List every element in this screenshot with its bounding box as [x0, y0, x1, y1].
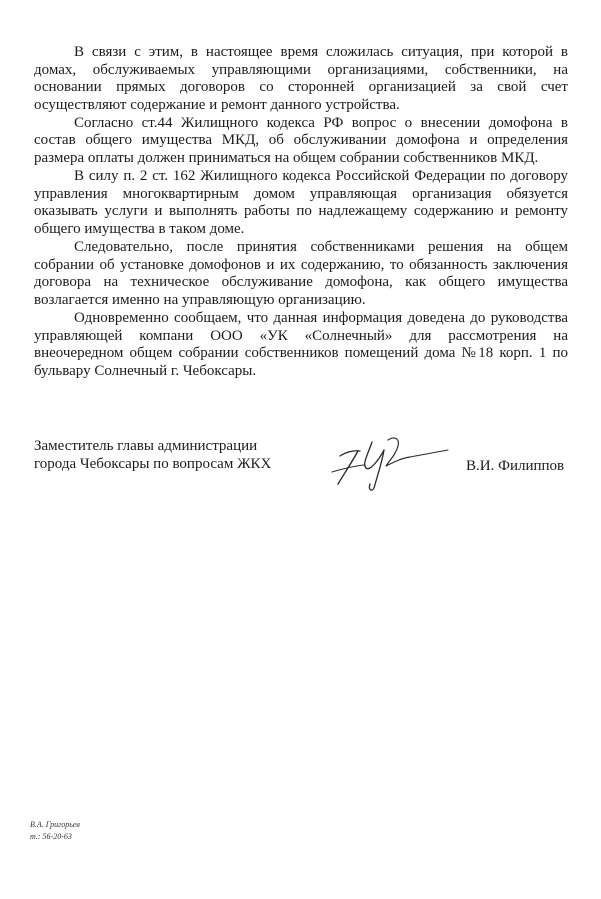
executor-info — [30, 819, 80, 843]
handwritten-signature-icon — [302, 428, 452, 494]
signer-position — [34, 438, 294, 473]
signer-position-line-2: города Чебоксары по вопросам ЖКХ — [34, 455, 272, 472]
signer-name: В.И. Филиппов — [466, 458, 565, 474]
paragraph-notification: Одновременно сообщаем, что данная информация доведена до руководства управляющей компани ООО «УК «Солнечный» для рассмотрения на внеочередном общем собрании собственников помещений дома №18 корп. 1 по бульвару Солнечный г. Чебоксары. — [34, 309, 568, 379]
paragraph-article-44: Согласно ст.44 Жилищного кодекса РФ вопрос о внесении домофона в состав общего имущества МКД, об обслуживании домофона и определения размера оплаты должен приниматься на общем собрании собственников МКД. — [34, 114, 568, 167]
paragraph-situation: В связи с этим, в настоящее время сложилась ситуация, при которой в домах, обслуживаемых управляющими организациями, собственники, на основании прямых договоров со сторонней организацией за свой счет осуществляют содержание и ремонт данного устройства. — [34, 44, 568, 113]
signature-block — [34, 438, 568, 498]
signer-position-line-1: Заместитель главы администрации — [34, 438, 258, 454]
paragraph-article-162: В силу п. 2 ст. 162 Жилищного кодекса Российской Федерации по договору управления многоквартирным домом управляющая организация обязуется оказывать услуги и выполнять работы по надлежащему содержанию и ремонту общего имущества в таком доме. — [34, 168, 568, 237]
letter-body — [34, 44, 568, 381]
executor-phone: т.: 56-20-63 — [30, 832, 72, 841]
executor-name: В.А. Григорьев — [30, 820, 80, 829]
paragraph-conclusion: Следовательно, после принятия собственниками решения на общем собрании об установке домофонов и их содержанию, то обязанность заключения договора на техническое обслуживание домофона, как общего имущества возлагается именно на управляющую организацию. — [34, 239, 568, 308]
